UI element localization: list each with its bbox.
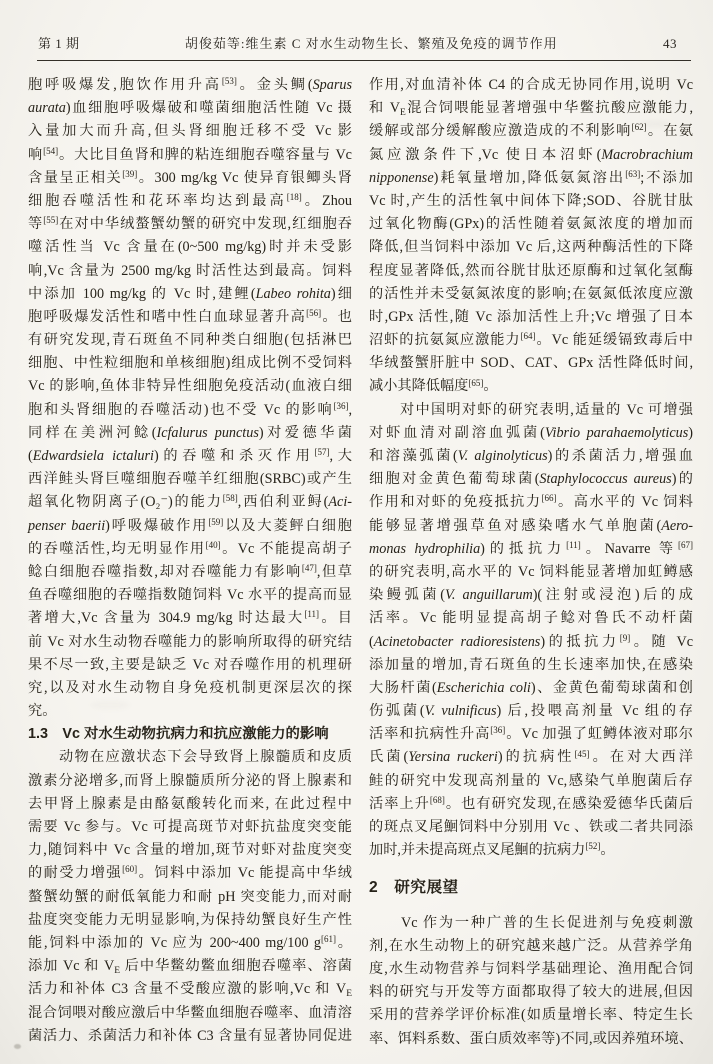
text-line: 前 Vc 对水生动物吞噬能力的影响所取得的研究结	[28, 633, 352, 650]
citation-ref: [11]	[566, 539, 581, 550]
text-line: 有研究发现,青石斑鱼不同种类白细胞(包括淋巴	[28, 332, 352, 349]
text-line: 细胞吞噬活性和花环率均达到最高[18]。Zhou	[28, 192, 352, 209]
species-name: V. vulnificus	[424, 703, 497, 720]
text-line: 胞和头肾细胞的吞噬活动)也不受 Vc 的影响[36],	[28, 400, 352, 418]
scan-artifact	[14, 1044, 21, 1049]
citation-ref: [53]	[221, 76, 237, 87]
text-line: 力,随饲料中 Vc 含量的增加,斑节对虾对盐度突变	[28, 842, 352, 859]
text-line: 的活性并未受氨氮浓度的影响;在氨氮低浓度应激	[369, 285, 693, 302]
text-line: 剂,在水生动物上的研究越来越广泛。从营养学角	[369, 937, 693, 954]
subscript: E	[399, 107, 406, 118]
text-line: 采用的营养学评价标准(如质量增长率、特定生长	[369, 1007, 693, 1024]
text-line: 中添加 100 mg/kg 的 Vc 时,建鲤(Labeo rohita)细	[28, 285, 352, 302]
text-line: 加时,并未提高斑点叉尾鮰的抗病力[52]。	[369, 841, 615, 859]
species-name: nipponense	[369, 169, 434, 186]
text-line: 能够显著增强草鱼对感染嗜水气单胞菌(Aero-	[369, 517, 693, 534]
text-line: 程度显著降低,然而谷胱甘肽还原酶和过氧化氢酶	[369, 262, 693, 279]
text-line: 伤弧菌(V. vulnificus) 后,投喂高剂量 Vc 组的存	[369, 703, 693, 720]
text-line: 去甲肾上腺素是由酪氨酸转化而来, 在此过程中	[28, 795, 352, 812]
text-line: 入量加大而升高,但头肾细胞迁移不受 Vc 影	[28, 123, 352, 140]
citation-ref: [54]	[43, 145, 59, 156]
species-name: Sparus	[312, 77, 352, 93]
text-line: 盐度突变能力无明显影响,为保持幼蟹良好生产性	[28, 911, 352, 928]
citation-ref: [45]	[574, 748, 590, 759]
text-line: 料的研究与开发等方面都取得了较大的进展,但因	[369, 984, 693, 1001]
citation-ref: [68]	[429, 794, 445, 805]
citation-ref: [36]	[333, 400, 349, 411]
text-line: 细胞、中性粒细胞和单核细胞)组成比例不受饲料	[28, 355, 352, 372]
species-name: Labeo rohita	[255, 285, 331, 302]
subscript: E	[114, 965, 121, 976]
text-line: (Edwardsiela ictaluri)的吞噬和杀灭作用[57],大	[28, 447, 352, 464]
text-line: 活率。Vc 能明显提高胡子鲶对鲁氏不动杆菌	[369, 610, 693, 627]
text-line: 响,Vc 含量为 2500 mg/kg 时活性达到最高。饲料	[28, 262, 352, 279]
text-line: 大肠杆菌(Escherichia coli)、金黄色葡萄球菌和创	[369, 679, 693, 696]
text-line: 动物在应激状态下会导致肾上腺髓质和皮质	[28, 749, 352, 766]
text-line: 活率和抗病性升高[36]。Vc 加强了虹鳟体液对耶尔	[369, 725, 693, 743]
text-line: 究,以及对水生动物自身免疫机制更深层次的探	[28, 679, 352, 696]
text-line: 添加 Vc 和 $V_E$ 后中华鳖幼鳖血细胞吞噬率、溶菌	[28, 958, 352, 976]
species-name: Acinetobacter radioresistens	[373, 633, 541, 650]
text-line: Vc 时,产生的活性氧中间体下降;SOD、谷胱甘肽	[369, 192, 693, 209]
citation-ref: [63]	[625, 168, 641, 179]
citation-ref: [56]	[306, 307, 322, 318]
text-line: 和 $V_E$混合饲喂能显著增强中华鳖抗酸应激能力,	[369, 100, 693, 118]
text-line: 螯蟹幼蟹的耐低氧能力和耐 pH 突变能力,而对耐	[28, 888, 352, 905]
text-line: 过氧化物酶(GPx)的活性随着氨氮浓度的增加而	[369, 216, 693, 233]
text-line: 作用,对血清补体 C4 的合成无协同作用,说明 Vc	[369, 77, 693, 93]
text-line: 华绒螯蟹肝脏中 SOD、CAT、GPx 活性降低时间,	[369, 355, 693, 372]
text-line: 鲑的研究中发现高剂量的 Vc,感染气单胞菌后存	[369, 772, 693, 789]
text-line: 究。	[28, 703, 57, 720]
species-name: Vibrio parahaemolyticus	[544, 424, 689, 441]
citation-ref: [66]	[541, 493, 557, 504]
text-line: 细胞对金黄色葡萄球菌(Staphylococcus aureus)的	[369, 471, 693, 488]
species-name: aurata	[28, 100, 66, 117]
section-heading	[369, 876, 693, 899]
citation-ref: [65]	[468, 377, 484, 388]
column-right	[369, 74, 693, 1051]
species-name: V. anguillarum	[444, 587, 533, 604]
text-line: 需要 Vc 参与。Vc 可提高斑节对虾抗盐度突变能	[28, 819, 352, 835]
text-line: 响[54]。大比目鱼肾和脾的粘连细胞吞噬容量与 Vc	[28, 145, 352, 163]
text-line: 鱼吞噬细胞的吞噬指数随饲料 Vc 水平的提高而显	[28, 587, 352, 604]
citation-ref: [67]	[677, 539, 693, 550]
issue-label: 第 1 期	[38, 36, 80, 51]
species-name: monas hydrophilia	[369, 540, 481, 557]
text-line: 鲶白细胞吞噬指数,却对吞噬能力有影响[47],但草	[28, 563, 352, 580]
text-line: 含量呈正相关[39]。300 mg/kg Vc 使异育银鲫头肾	[28, 168, 352, 186]
section-heading	[28, 723, 352, 746]
text-line: 氏菌(Yersina ruckeri)的抗病性[45]。在对大西洋	[369, 748, 693, 766]
text-line: 的斑点叉尾鮰饲料中分别用 Vc 、铁或二者共同添	[369, 819, 693, 835]
text-line: Vc 的影响,鱼体非特异性细胞免疫活动(血液白细	[28, 378, 352, 395]
text-line: 等[55]在对中华绒螯蟹幼蟹的研究中发现,红细胞吞	[28, 215, 352, 233]
citation-ref: [60]	[122, 864, 138, 875]
subscript: E	[346, 988, 352, 999]
citation-ref: [40]	[205, 539, 221, 550]
citation-ref: [11]	[304, 609, 320, 620]
text-line: 同样在美洲河鲶(Icfalurus punctus)对爱德华菌	[28, 424, 352, 441]
text-line: 作用和对虾的免疫抵抗力[66]。高水平的 Vc 饲料	[369, 493, 693, 511]
text-line: 的研究表明,高水平的 Vc 饲料能显著增加虹鳟感	[369, 563, 693, 580]
text-line: 对虾血清对副溶血弧菌(Vibrio parahaemolyticus)	[369, 424, 693, 441]
text-line: 活力和补体 C3 含量不受酸应激的影响,Vc 和 $V_E$	[28, 981, 352, 999]
text-line: aurata)血细胞呼吸爆破和噬菌细胞活性随 Vc 摄	[28, 100, 352, 117]
text-line: 的耐受力增强[60]。饲料中添加 Vc 能提高中华绒	[28, 864, 352, 882]
paragraph	[369, 399, 693, 863]
text-line: 噬活性当 Vc 含量在(0~500 mg/kg)时并未受影	[28, 239, 352, 256]
page-header	[0, 0, 713, 52]
text-line: 果不尽一致,主要是缺乏 Vc 对吞噬作用的机理研	[28, 656, 352, 673]
column-left	[28, 74, 352, 1051]
text-line: Vc 作为一种广普的生长促进剂与免疫刺激	[369, 914, 693, 931]
text-line: 活率上升[68]。也有研究发现,在感染爱德华氏菌后	[369, 794, 693, 812]
scan-artifact	[640, 120, 670, 128]
paragraph	[28, 746, 352, 1047]
text-line: 激素分泌增多,而肾上腺髓质所分泌的肾上腺素和	[28, 772, 352, 789]
text-line: 氮应激条件下,Vc 使日本沼虾(Macrobrachium	[369, 146, 693, 163]
species-name: Macrobrachium	[601, 146, 693, 163]
text-line: monas hydrophilia)的抵抗力[11]。Navarre 等[67]	[369, 539, 693, 557]
text-line: 混合饲喂对酸应激后中华鳖血细胞吞噬率、血清溶	[28, 1004, 352, 1021]
species-name: V. alginolyticus	[457, 448, 548, 464]
text-line: 度,水生动物营养与饲料学基础理论、渔用配合饲	[369, 960, 693, 977]
text-line: 2 研究展望	[369, 879, 459, 897]
article-body	[0, 61, 713, 1051]
running-title: 胡俊茹等:维生素 C 对水生动物生长、繁殖及免疫的调节作用	[184, 36, 558, 51]
text-line: 著增大,Vc 含量为 304.9 mg/kg 时达最大[11]。目	[28, 609, 352, 627]
text-line: 对中国明对虾的研究表明,适量的 Vc 可增强	[369, 401, 693, 418]
text-line: 的吞噬活性,均无明显作用[40]。Vc 不能提高胡子	[28, 539, 352, 557]
text-line: 胞呼吸爆发,胞饮作用升高[53]。金头鲷(Sparus	[28, 76, 352, 93]
citation-ref: [64]	[520, 331, 536, 342]
species-name: Aci-	[328, 494, 352, 511]
citation-ref: [59]	[208, 516, 224, 527]
citation-ref: [39]	[122, 168, 138, 179]
text-line: 西洋鲑头肾巨噬细胞吞噬羊红细胞(SRBC)或产生	[28, 471, 352, 488]
text-line: 1.3 Vc 对水生动物抗病力和抗应激能力的影响	[28, 726, 329, 743]
citation-ref: [55]	[43, 215, 59, 226]
text-line: 减小其降低幅度[65]。	[369, 377, 498, 395]
citation-ref: [61]	[321, 934, 337, 944]
text-line: 和溶藻弧菌(V. alginolyticus)的杀菌活力,增强血	[369, 448, 693, 464]
citation-ref: [47]	[301, 563, 317, 573]
species-name: penser baerii	[28, 517, 106, 534]
species-name: Escherichia coli	[436, 679, 531, 696]
text-line: 能,饲料中添加的 Vc 应为 200~400 mg/100 g[61]。	[28, 934, 352, 951]
citation-ref: [18]	[286, 192, 302, 202]
text-line: 胞呼吸爆发活性和嗜中性白血球显著升高[56]。也	[28, 307, 352, 325]
citation-ref: [9]	[619, 632, 631, 643]
citation-ref: [36]	[490, 725, 506, 736]
species-name: Staphylococcus aureus	[539, 471, 672, 488]
scan-artifact	[90, 700, 130, 710]
citation-ref: [57]	[314, 447, 330, 458]
paragraph	[369, 912, 693, 1051]
text-line: 超氧化物阴离子(O₂⁻)的能力[58],西伯利亚鲟(Aci-	[28, 493, 352, 511]
text-line: nipponense)耗氧量增加,降低氨氮溶出[63];不添加	[369, 168, 693, 186]
text-line: 降低,但当饲料中添加 Vc 后,这两种酶活性的下降	[369, 239, 693, 256]
species-name: Aero-	[661, 517, 693, 534]
paragraph	[28, 74, 352, 723]
citation-ref: [62]	[631, 122, 647, 133]
text-line: 添加量的增加,青石斑鱼的生长速率加快,在感染	[369, 656, 693, 673]
text-line: 时,GPx 活性,随 Vc 添加活性上升;Vc 增强了日本	[369, 308, 693, 325]
text-line: 缓解或部分缓解酸应激造成的不利影响[62]。在氨	[369, 122, 693, 140]
species-name: Edwardsiela ictaluri	[32, 448, 154, 464]
text-line: 染鳗弧菌(V. anguillarum)(注射或浸泡)后的成	[369, 587, 693, 604]
species-name: Icfalurus punctus	[156, 424, 259, 441]
citation-ref: [58]	[222, 493, 238, 504]
page-number: 43	[663, 36, 677, 51]
citation-ref: [52]	[585, 841, 601, 852]
text-line: 菌活力、杀菌活力和补体 C3 含量有显著协同促进	[28, 1027, 352, 1044]
text-line: 率、饵料系数、蛋白质效率等)不同,或因养殖环境、	[369, 1030, 693, 1047]
text-line: penser baerii)呼吸爆破作用[59]以及大菱鲆白细胞	[28, 516, 352, 534]
text-line: (Acinetobacter radioresistens)的抵抗力[9]。随 Vc	[369, 632, 693, 650]
species-name: Yersina ruckeri	[408, 749, 498, 766]
text-line: 沼虾的抗氨氮应激能力[64]。Vc 能延缓镉致毒后中	[369, 331, 693, 349]
